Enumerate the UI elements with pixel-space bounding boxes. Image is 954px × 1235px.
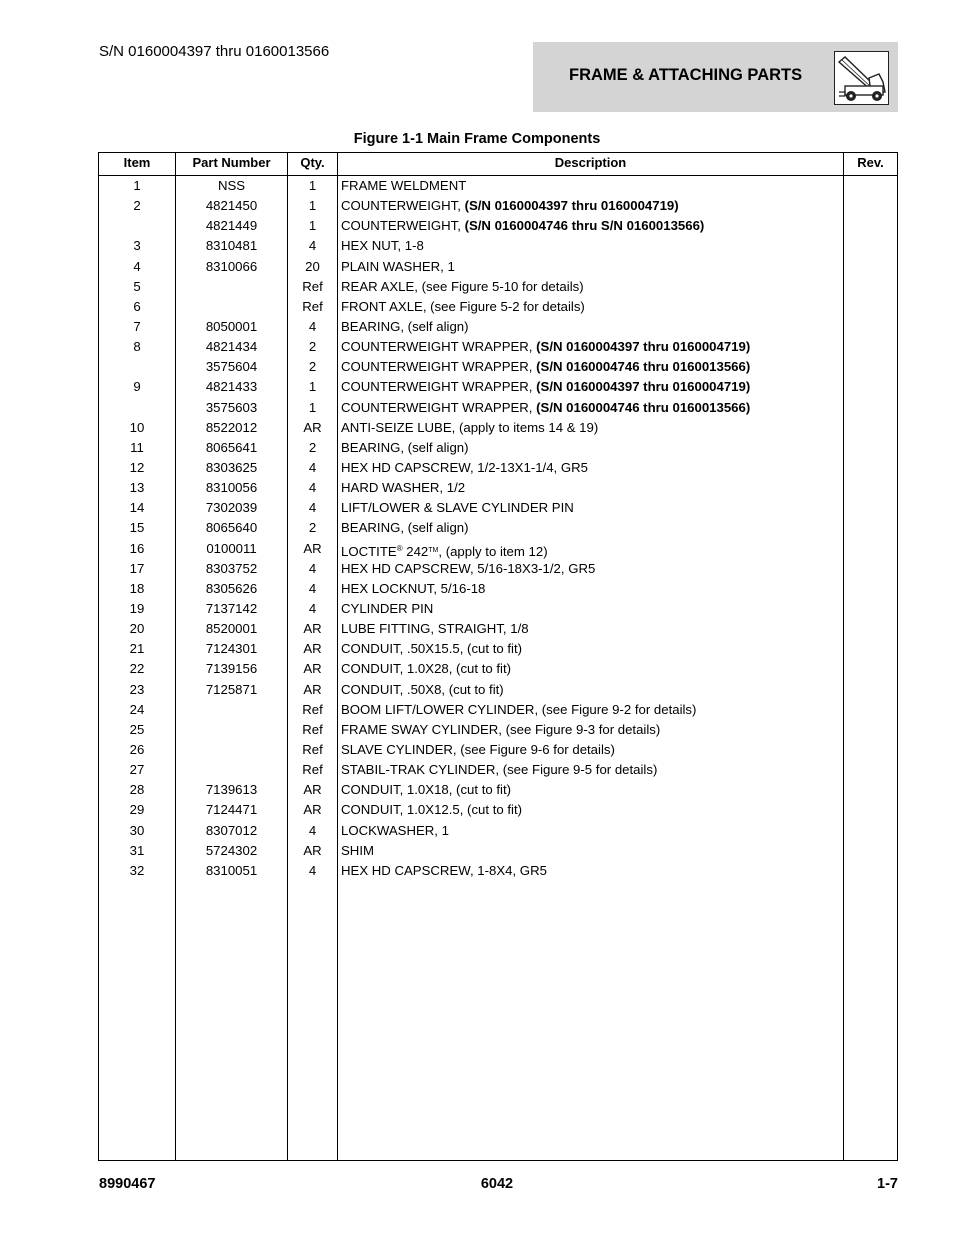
description-text: COUNTERWEIGHT WRAPPER, — [341, 359, 537, 375]
part-number: 7124471 — [205, 802, 258, 818]
description-text: BEARING, (self align) — [341, 439, 469, 455]
description — [341, 279, 584, 295]
description-text: LIFT/LOWER & SLAVE CYLINDER PIN — [341, 500, 574, 516]
description-brand: LOCTITE — [341, 543, 397, 559]
table-row — [99, 823, 897, 843]
part-number: 3575603 — [205, 399, 258, 415]
column-header-part-number: Part Number — [192, 155, 271, 170]
table-row — [99, 500, 897, 520]
part-number: 8303752 — [205, 560, 258, 576]
description — [341, 238, 424, 254]
item-number: 12 — [129, 459, 145, 475]
description-note: , (apply to item 12) — [438, 543, 548, 559]
description — [341, 319, 469, 335]
description-text: HEX LOCKNUT, 5/16-18 — [341, 580, 486, 596]
table-row — [99, 520, 897, 540]
quantity: 4 — [308, 480, 317, 496]
description-text: SHIM — [341, 842, 374, 858]
item-number: 1 — [133, 178, 141, 193]
description — [341, 702, 696, 718]
part-number: 4821450 — [205, 198, 258, 214]
quantity: 4 — [308, 560, 317, 576]
quantity: AR — [303, 540, 322, 556]
quantity: 2 — [308, 359, 317, 375]
description — [341, 500, 574, 516]
parts-table — [98, 152, 898, 1161]
description-text: STABIL-TRAK CYLINDER, (see Figure 9-5 for details) — [341, 762, 658, 778]
description — [341, 218, 704, 234]
description — [341, 581, 485, 597]
table-row — [99, 802, 897, 822]
quantity: 4 — [308, 238, 317, 254]
quantity: Ref — [302, 741, 323, 757]
item-number: 11 — [130, 439, 144, 455]
table-row — [99, 379, 897, 399]
quantity: 1 — [308, 198, 317, 214]
table-row — [99, 843, 897, 863]
quantity: 2 — [308, 520, 317, 536]
description — [341, 863, 547, 879]
description — [341, 541, 548, 560]
description-text: CONDUIT, 1.0X12.5, (cut to fit) — [341, 802, 523, 818]
description — [341, 641, 522, 657]
telehandler-icon — [834, 51, 889, 105]
description-text: CYLINDER PIN — [341, 600, 434, 616]
table-row — [99, 178, 897, 198]
description-text: REAR AXLE, (see Figure 5-10 for details) — [341, 278, 584, 294]
quantity: 20 — [305, 258, 320, 274]
part-number: 4821449 — [205, 218, 258, 234]
quantity: 4 — [308, 318, 317, 334]
part-number: 8065641 — [205, 439, 258, 455]
item-number: 14 — [129, 500, 145, 516]
part-number: 4821433 — [205, 379, 258, 395]
description — [341, 460, 588, 476]
item-number: 13 — [129, 480, 145, 496]
item-number: 18 — [129, 580, 145, 596]
table-row — [99, 601, 897, 621]
description — [341, 440, 469, 456]
description — [341, 359, 750, 375]
part-number: 8522012 — [205, 419, 258, 435]
item-number: 2 — [133, 198, 141, 214]
description-text: FRAME WELDMENT — [341, 178, 467, 193]
part-number: 8303625 — [205, 459, 258, 475]
serial-note: (S/N 0160004746 thru 0160013566) — [536, 399, 751, 415]
description-text: SLAVE CYLINDER, (see Figure 9-6 for details) — [341, 741, 615, 757]
part-number: 7124301 — [205, 641, 258, 657]
item-number: 27 — [129, 762, 145, 778]
quantity: AR — [303, 782, 322, 798]
description-text: LOCKWASHER, 1 — [341, 822, 449, 838]
description — [341, 299, 585, 315]
quantity: AR — [303, 661, 322, 677]
part-number: 7137142 — [205, 600, 258, 616]
part-number: 4821434 — [205, 339, 258, 355]
description-text: BEARING, (self align) — [341, 520, 469, 536]
table-row — [99, 641, 897, 661]
quantity: 2 — [308, 339, 317, 355]
description-text: COUNTERWEIGHT, — [341, 218, 465, 234]
description — [341, 400, 750, 416]
table-row — [99, 621, 897, 641]
table-row — [99, 722, 897, 742]
serial-note: (S/N 0160004397 thru 0160004719) — [464, 198, 679, 214]
quantity: 4 — [308, 822, 317, 838]
description — [341, 420, 598, 436]
description — [341, 823, 449, 839]
column-header-qty: Qty. — [300, 155, 325, 170]
description — [341, 178, 466, 194]
description-text: FRAME SWAY CYLINDER, (see Figure 9-3 for details) — [341, 721, 661, 737]
part-number: 8310066 — [205, 258, 258, 274]
item-number: 23 — [129, 681, 145, 697]
page-number: 1-7 — [877, 1176, 898, 1192]
quantity: 4 — [308, 500, 317, 516]
column-header-description: Description — [554, 155, 627, 170]
description — [341, 379, 750, 395]
table-row — [99, 480, 897, 500]
item-number: 24 — [129, 701, 145, 717]
description-text: HEX HD CAPSCREW, 1/2-13X1-1/4, GR5 — [341, 459, 588, 475]
item-number: 28 — [129, 782, 145, 798]
item-number: 16 — [129, 540, 145, 556]
table-row — [99, 863, 897, 883]
part-number: 8307012 — [205, 822, 258, 838]
serial-note: (S/N 0160004397 thru 0160004719) — [536, 379, 751, 395]
table-row — [99, 339, 897, 359]
description — [341, 802, 522, 818]
description — [341, 520, 469, 536]
description — [341, 843, 374, 859]
quantity: Ref — [302, 298, 323, 314]
table-row — [99, 541, 897, 561]
item-number: 20 — [129, 621, 145, 637]
table-row — [99, 279, 897, 299]
part-number: 7139613 — [205, 782, 258, 798]
description — [341, 621, 529, 637]
item-number: 15 — [129, 520, 145, 536]
item-number: 29 — [129, 802, 145, 818]
description-text: CONDUIT, 1.0X18, (cut to fit) — [341, 782, 512, 798]
table-row — [99, 561, 897, 581]
quantity: 2 — [308, 439, 317, 455]
quantity: AR — [303, 681, 322, 697]
item-number: 8 — [133, 339, 141, 355]
serial-range: S/N 0160004397 thru 0160013566 — [99, 43, 330, 60]
quantity: 1 — [308, 178, 317, 193]
description — [341, 762, 657, 778]
table-row — [99, 440, 897, 460]
quantity: Ref — [302, 701, 323, 717]
item-number: 19 — [129, 600, 145, 616]
description-text: CONDUIT, .50X8, (cut to fit) — [341, 681, 504, 697]
table-row — [99, 259, 897, 279]
item-number: 31 — [129, 842, 145, 858]
description — [341, 661, 511, 677]
description — [341, 480, 465, 496]
part-number: 5724302 — [205, 842, 258, 858]
description — [341, 339, 750, 355]
figure-title: Figure 1-1 Main Frame Components — [353, 131, 601, 147]
table-row — [99, 702, 897, 722]
part-number: 8310056 — [205, 480, 258, 496]
column-header-rev: Rev. — [857, 155, 884, 170]
registered-mark: ® — [396, 543, 403, 553]
description — [341, 601, 433, 617]
item-number: 30 — [129, 822, 145, 838]
description — [341, 722, 660, 738]
item-number: 22 — [129, 661, 145, 677]
description-text: ANTI-SEIZE LUBE, (apply to items 14 & 19) — [341, 419, 599, 435]
description-model: 242 — [402, 543, 429, 559]
table-row — [99, 359, 897, 379]
description-text: HARD WASHER, 1/2 — [341, 480, 466, 496]
table-row — [99, 460, 897, 480]
item-number: 5 — [133, 278, 141, 294]
part-number: 8065640 — [205, 520, 258, 536]
item-number: 4 — [133, 258, 141, 274]
table-row — [99, 782, 897, 802]
header-divider — [99, 175, 897, 176]
description — [341, 259, 455, 275]
part-number: NSS — [217, 178, 246, 193]
description-text: CONDUIT, 1.0X28, (cut to fit) — [341, 661, 512, 677]
table-row — [99, 581, 897, 601]
quantity: 4 — [308, 459, 317, 475]
doc-number: 8990467 — [99, 1176, 156, 1192]
item-number: 6 — [133, 298, 141, 314]
part-number: 8305626 — [205, 580, 258, 596]
part-number: 8310481 — [205, 238, 258, 254]
table-row — [99, 742, 897, 762]
column-header-item: Item — [123, 155, 151, 170]
description-text: CONDUIT, .50X15.5, (cut to fit) — [341, 641, 523, 657]
item-number: 3 — [133, 238, 141, 254]
description-text: HEX HD CAPSCREW, 5/16-18X3-1/2, GR5 — [341, 560, 596, 576]
part-number: 8310051 — [205, 862, 258, 878]
part-number: 7125871 — [205, 681, 258, 697]
description-text: LUBE FITTING, STRAIGHT, 1/8 — [341, 621, 529, 637]
description-text: COUNTERWEIGHT WRAPPER, — [341, 379, 537, 395]
table-row — [99, 762, 897, 782]
description-text: FRONT AXLE, (see Figure 5-2 for details) — [341, 298, 585, 314]
part-number: 3575604 — [205, 359, 258, 375]
description — [341, 742, 615, 758]
description-text: COUNTERWEIGHT WRAPPER, — [341, 399, 537, 415]
table-row — [99, 661, 897, 681]
part-number: 8520001 — [205, 621, 258, 637]
trademark: TM — [428, 546, 439, 554]
quantity: Ref — [302, 721, 323, 737]
description-text: HEX HD CAPSCREW, 1-8X4, GR5 — [341, 862, 547, 878]
quantity: 4 — [308, 580, 317, 596]
quantity: 1 — [308, 218, 317, 234]
item-number: 10 — [129, 419, 145, 435]
quantity: Ref — [302, 278, 323, 294]
table-body — [99, 178, 897, 883]
item-number: 25 — [129, 721, 145, 737]
table-row — [99, 319, 897, 339]
quantity: AR — [303, 802, 322, 818]
item-number: 17 — [129, 560, 145, 576]
description-text: BOOM LIFT/LOWER CYLINDER, (see Figure 9-2 for details) — [341, 701, 697, 717]
quantity: AR — [303, 842, 322, 858]
quantity: Ref — [302, 762, 323, 778]
description-text: COUNTERWEIGHT, — [341, 198, 465, 214]
table-row — [99, 420, 897, 440]
serial-note: (S/N 0160004746 thru S/N 0160013566) — [464, 218, 705, 234]
quantity: AR — [303, 419, 322, 435]
section-header — [533, 42, 898, 112]
table-row — [99, 218, 897, 238]
description-text: BEARING, (self align) — [341, 318, 469, 334]
description-text: COUNTERWEIGHT WRAPPER, — [341, 339, 537, 355]
table-row — [99, 198, 897, 218]
quantity: 1 — [308, 399, 317, 415]
item-number: 7 — [133, 318, 141, 334]
item-number: 32 — [129, 862, 145, 878]
part-number: 0100011 — [206, 540, 257, 556]
section-title: FRAME & ATTACHING PARTS — [569, 66, 803, 84]
item-number: 26 — [129, 741, 145, 757]
table-row — [99, 238, 897, 258]
item-number: 9 — [133, 379, 141, 395]
serial-note: (S/N 0160004746 thru 0160013566) — [536, 359, 751, 375]
description-text: PLAIN WASHER, 1 — [341, 258, 455, 274]
item-number: 21 — [129, 641, 145, 657]
part-number: 7139156 — [205, 661, 258, 677]
quantity: AR — [303, 641, 322, 657]
quantity: AR — [303, 621, 322, 637]
part-number: 7302039 — [205, 500, 258, 516]
table-row — [99, 682, 897, 702]
description — [341, 198, 679, 214]
table-row — [99, 299, 897, 319]
part-number: 8050001 — [205, 318, 258, 334]
description-text: HEX NUT, 1-8 — [341, 238, 424, 254]
serial-note: (S/N 0160004397 thru 0160004719) — [536, 339, 751, 355]
description — [341, 561, 595, 577]
quantity: 1 — [308, 379, 317, 395]
description — [341, 682, 504, 698]
table-row — [99, 400, 897, 420]
description — [341, 782, 511, 798]
model-number: 6042 — [480, 1176, 514, 1192]
quantity: 4 — [308, 600, 317, 616]
quantity: 4 — [308, 862, 317, 878]
